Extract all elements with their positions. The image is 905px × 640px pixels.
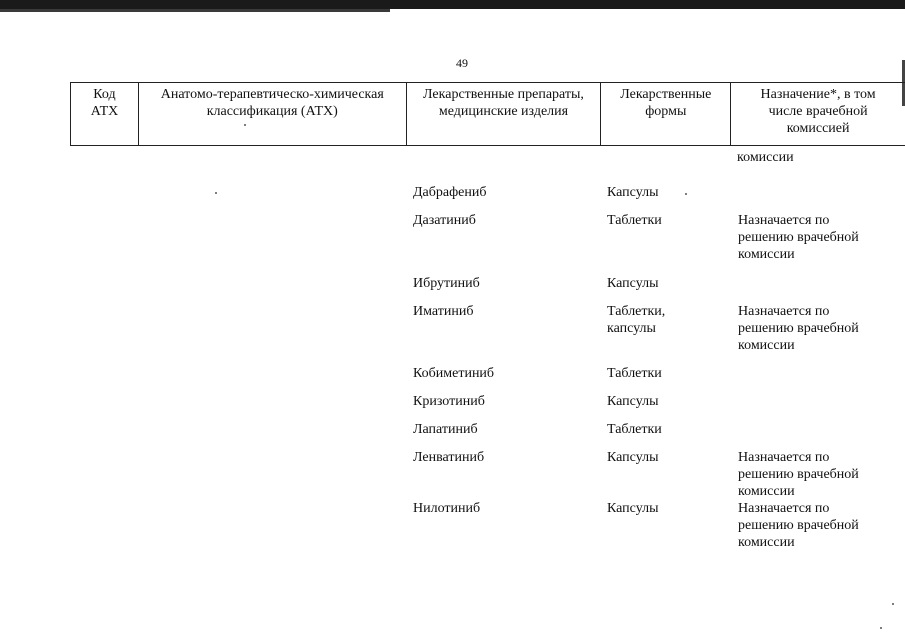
scan-speck bbox=[880, 627, 882, 629]
scan-top-border bbox=[0, 0, 905, 9]
prescription-note: Назначается по решению врачебной комиссии bbox=[738, 304, 859, 353]
header-dosage-forms: Лекарственные формы bbox=[601, 83, 731, 145]
dosage-form: Капсулы bbox=[607, 394, 659, 409]
drug-name: Кризотиниб bbox=[413, 394, 485, 409]
table-row bbox=[0, 212, 905, 272]
dosage-form: Таблетки bbox=[607, 213, 662, 228]
drug-name: Дабрафениб bbox=[413, 185, 487, 200]
drug-name: Лапатиниб bbox=[413, 422, 478, 437]
dosage-form: Таблетки bbox=[607, 366, 662, 381]
dosage-form: Капсулы bbox=[607, 185, 659, 200]
drug-name: Ибрутиниб bbox=[413, 276, 480, 291]
header-atc-classification: Анатомо-терапевтическо-химическая классификация (АТХ) bbox=[139, 83, 407, 145]
prescription-note: Назначается по решению врачебной комиссии bbox=[738, 501, 859, 550]
scan-speck bbox=[244, 124, 246, 126]
dosage-form: Капсулы bbox=[607, 450, 659, 465]
dosage-form: Таблетки, капсулы bbox=[607, 304, 666, 336]
drug-name: Дазатиниб bbox=[413, 213, 476, 228]
drug-name: Ленватиниб bbox=[413, 450, 485, 465]
scan-top-border-shadow bbox=[0, 9, 390, 12]
page-number: 49 bbox=[456, 56, 468, 70]
prescription-note: Назначается по решению врачебной комиссии bbox=[738, 213, 859, 262]
header-atc-code: Код АТХ bbox=[71, 83, 139, 145]
continuation-text: комиссии bbox=[737, 150, 794, 165]
drug-name: Иматиниб bbox=[413, 304, 474, 319]
dosage-form: Таблетки bbox=[607, 422, 662, 437]
scan-speck bbox=[685, 193, 687, 195]
dosage-form: Капсулы bbox=[607, 501, 659, 516]
table-row bbox=[0, 500, 905, 560]
scan-speck bbox=[215, 192, 217, 194]
table-row bbox=[0, 303, 905, 363]
scan-speck bbox=[892, 603, 894, 605]
drug-name: Кобиметиниб bbox=[413, 366, 495, 381]
drug-name: Нилотиниб bbox=[413, 501, 481, 516]
header-drugs: Лекарственные препараты, медицинские изделия bbox=[407, 83, 602, 145]
prescription-note: Назначается по решению врачебной комиссии bbox=[738, 450, 859, 499]
header-prescription: Назначение*, в том числе врачебной комиссией bbox=[760, 87, 876, 136]
table-header bbox=[70, 82, 905, 146]
dosage-form: Капсулы bbox=[607, 276, 659, 291]
